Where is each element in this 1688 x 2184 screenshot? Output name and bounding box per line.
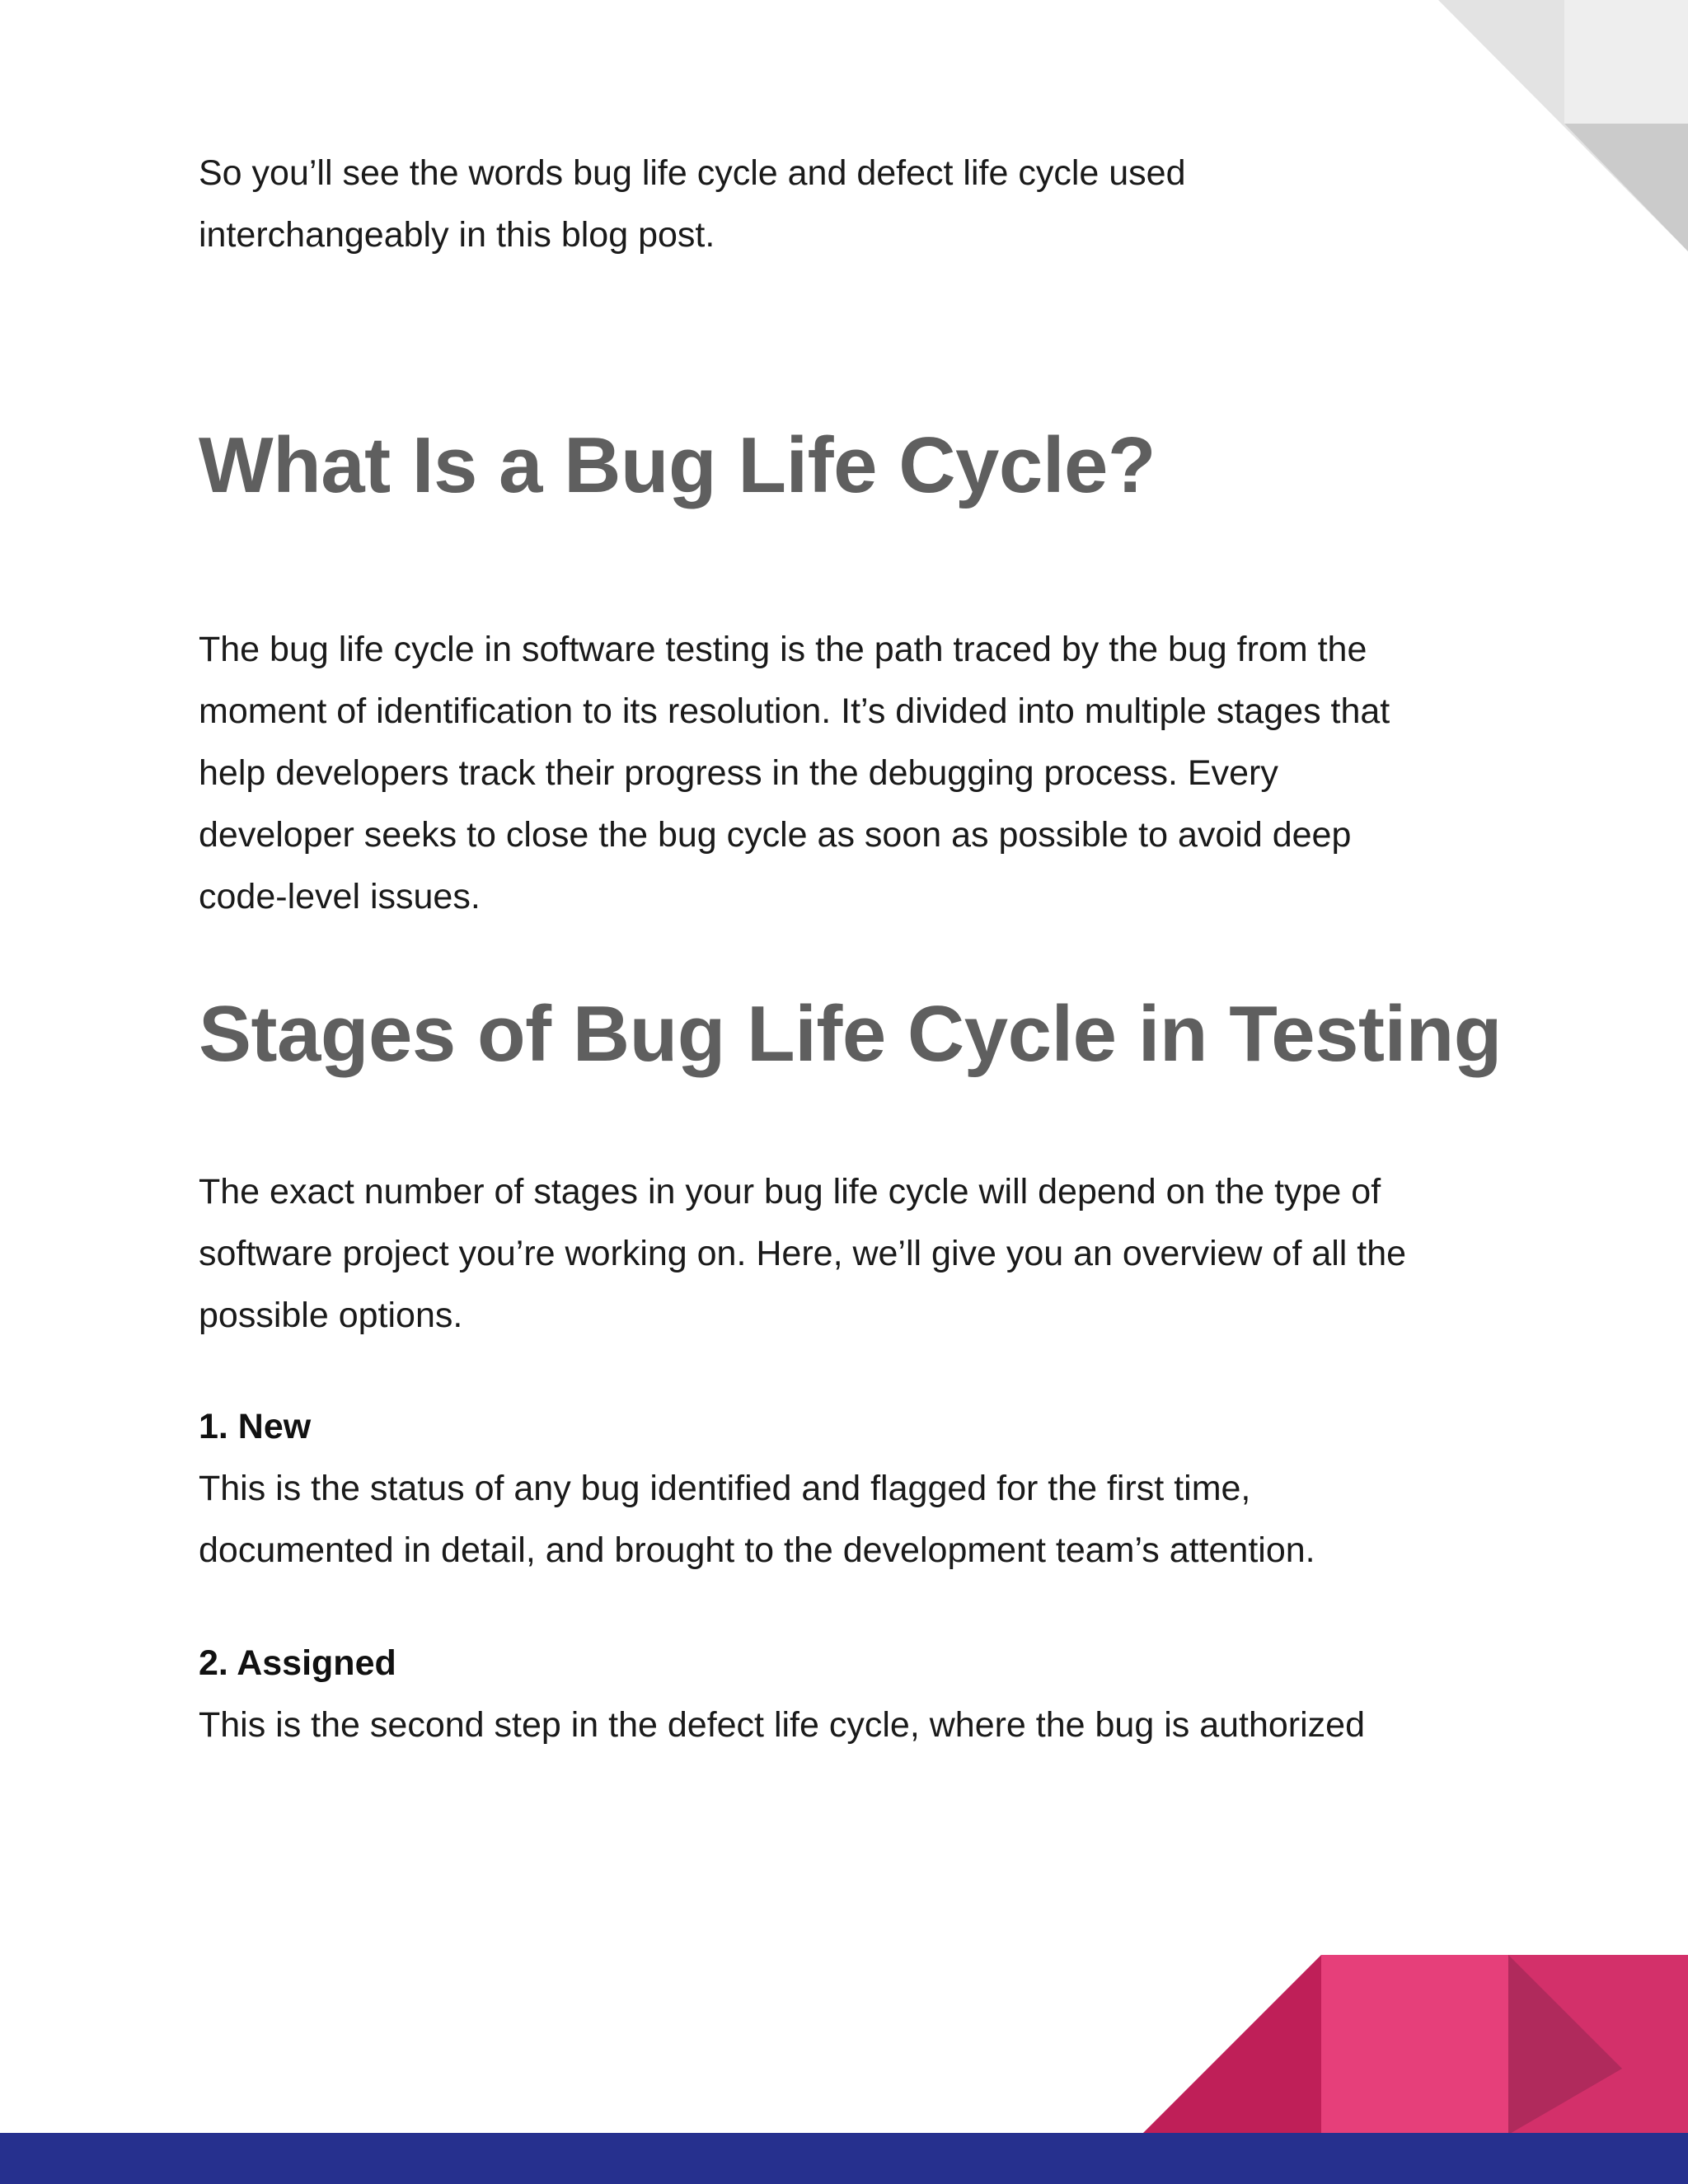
section2-title: Stages of Bug Life Cycle in Testing <box>199 990 1502 1078</box>
intro-paragraph: So you’ll see the words bug life cycle and defect life cycle used interchangeably in this blog post. <box>199 153 1186 255</box>
stage-heading-new: 1. New <box>199 1407 312 1446</box>
section2-paragraph: The exact number of stages in your bug life cycle will depend on the type of software project you’re working on. Here, we’ll give you an overview of all the possible options. <box>199 1172 1407 1335</box>
stage-text-new: This is the status of any bug identified and flagged for the first time, documented in detail, and brought to the development team’s attention. <box>199 1469 1315 1570</box>
footer-bar <box>0 2133 1688 2184</box>
stage-heading-assigned: 2. Assigned <box>199 1643 396 1683</box>
stage-text-assigned: This is the second step in the defect life cycle, where the bug is authorized <box>199 1705 1366 1745</box>
bottom-right-corner-decoration <box>1142 1955 1688 2135</box>
section1-paragraph: The bug life cycle in software testing is the path traced by the bug from the moment of identification to its resolution. It’s divided into multiple stages that help developers track their progress in the debugging process. Every developer seeks to close the bug cycle as soon as possible to avoid deep code-level issues. <box>199 630 1390 916</box>
section1-title: What Is a Bug Life Cycle? <box>199 421 1156 509</box>
